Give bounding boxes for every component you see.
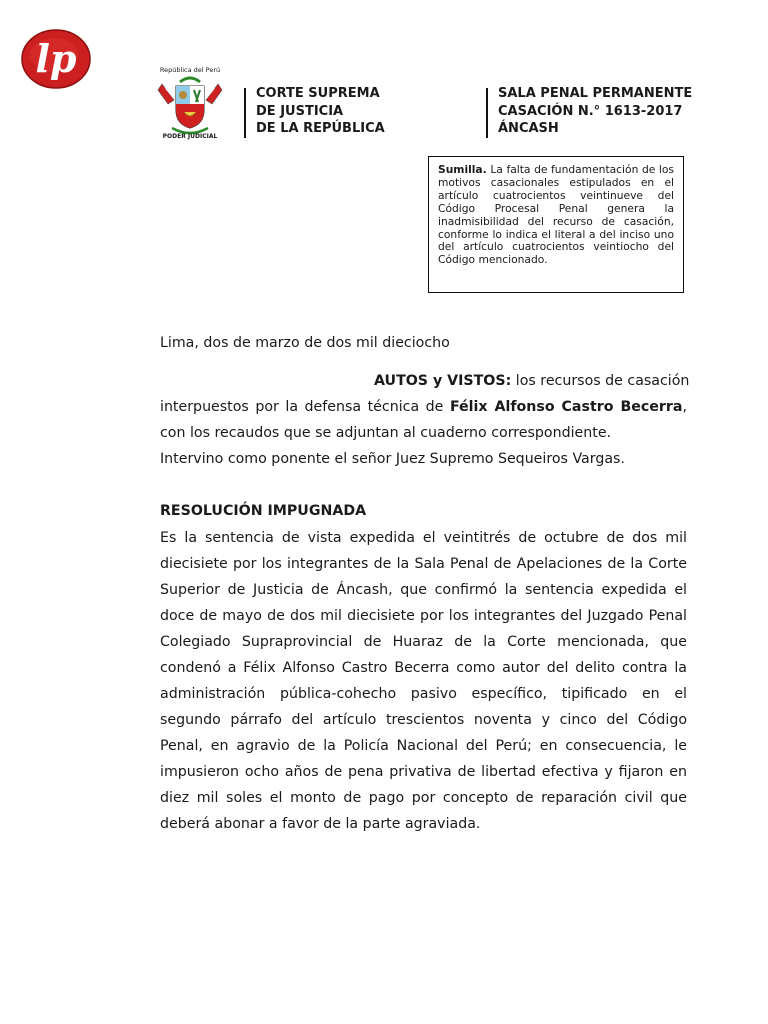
coat-caption-top: República del Perú [159,66,221,74]
autos-line-4: Intervino como ponente el señor Juez Supremo Sequeiros Vargas. [160,451,625,467]
header-divider-right [486,88,488,138]
coat-of-arms-icon [154,66,226,142]
lp-logo-icon [20,28,92,90]
sumilla-box [428,156,684,293]
defendant-name: Félix Alfonso Castro Becerra [449,399,683,415]
autos-text-2: interpuestos por la defensa técnica de [160,399,450,415]
court-name-line-1: CORTE SUPREMA [256,86,380,101]
court-name-line-3: DE LA REPÚBLICA [256,121,385,136]
date-line: Lima, dos de marzo de dos mil dieciocho [160,335,450,351]
court-name-line-2: DE JUSTICIA [256,103,344,119]
autos-text-3: , [682,399,687,415]
svg-text:lp: lp [35,36,77,81]
autos-label: AUTOS y VISTOS: [374,373,512,389]
autos-line-2 [160,399,687,415]
autos-text-1: los recursos de casación [511,373,690,389]
sumilla-label: Sumilla. [438,163,487,176]
case-number: CASACIÓN N.° 1613-2017 [498,103,683,119]
sumilla-text: La falta de fundamentación de los motivos casacionales estipulados en el artículo cuatrocientos veintinueve del Código Procesal Penal genera la inadmisibilidad del recurso de casación, conforme lo indica el literal a del inciso uno del artículo cuatrocientos veintiocho del Código mencionado. [438,163,674,267]
autos-line-3: con los recaudos que se adjuntan al cuaderno correspondiente. [160,425,612,441]
section-title: RESOLUCIÓN IMPUGNADA [160,503,367,519]
resolution-paragraph: Es la sentencia de vista expedida el veintitrés de octubre de dos mil diecisiete por los integrantes de la Sala Penal de Apelaciones de la Corte Superior de Justicia de Áncash, que confirmó la sentencia expedida el doce de mayo de dos mil diecisiete por los integrantes del Juzgado Penal Colegiado Supraprovincial de Huaraz de la Corte mencionada, que condenó a Félix Alfonso Castro Becerra como autor del delito contra la administración pública-cohecho pasivo específico, tipificado en el segundo párrafo del artículo trescientos noventa y cinco del Código Penal, en agravio de la Policía Nacional del Perú; en consecuencia, le impusieron ocho años de pena privativa de libertad efectiva y fijaron en diez mil soles el monto de pago por concepto de reparación civil que deberá abonar a favor de la parte agraviada. [160,530,687,832]
case-info-block [498,85,692,138]
autos-line-1 [374,373,689,389]
chamber-name: SALA PENAL PERMANENTE [498,86,693,101]
court-name-block [256,85,385,138]
case-region: ÁNCASH [498,121,559,136]
coat-caption-bottom: PODER JUDICIAL [162,133,218,140]
header-divider-left [244,88,246,138]
